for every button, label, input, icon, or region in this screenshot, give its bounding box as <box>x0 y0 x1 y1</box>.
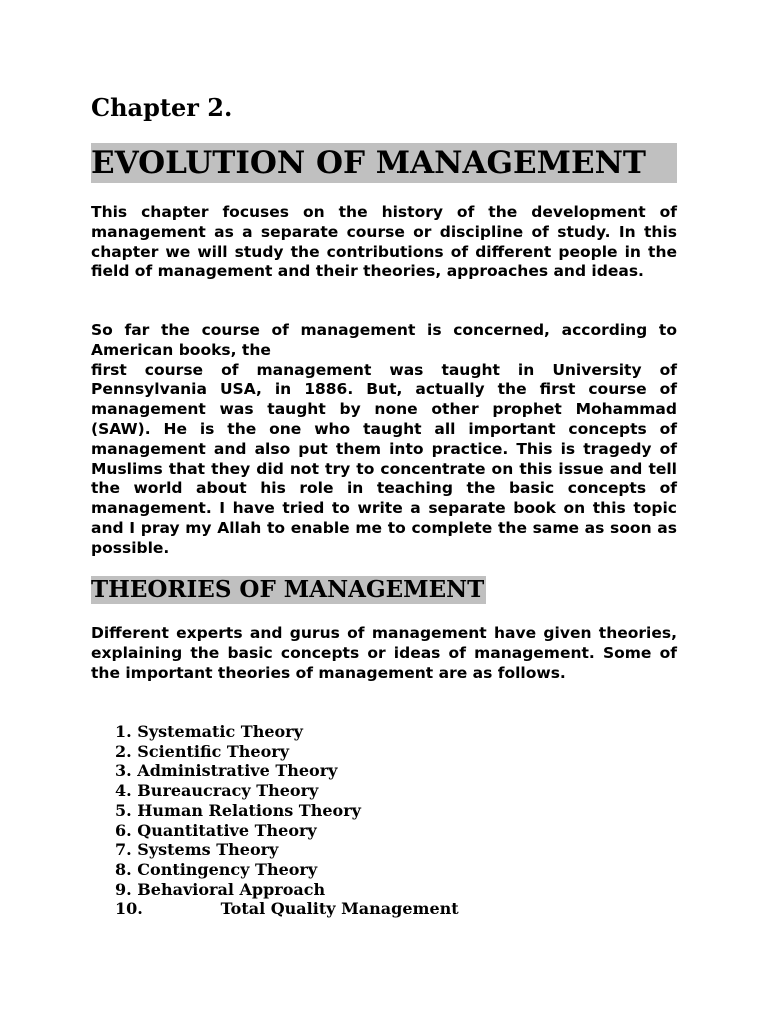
history-paragraph-body: first course of management was taught in University of Pennsylvania USA, in 1886. But, actually the first course of management was taught by none other prophet Mohammad (SAW). He is the one who taught all important concepts of management and also put them into practice. This is tragedy of Muslims that they did not try to concentrate on this issue and tell the world about his role in teaching the basic concepts of management. I have tried to write a separate book on this topic and I pray my Allah to enable me to complete the same as soon as possible. <box>91 360 677 557</box>
list-item-number: 7. <box>115 840 132 860</box>
list-item-number: 4. <box>115 781 132 801</box>
list-item <box>115 801 459 821</box>
list-item-label: Quantitative Theory <box>137 820 317 840</box>
history-paragraph-line-2: American books, the <box>91 340 271 359</box>
list-item-label: Total Quality Management <box>220 899 459 919</box>
theory-list <box>115 722 459 919</box>
list-item-label: Contingency Theory <box>137 859 318 879</box>
intro-paragraph: This chapter focuses on the history of the development of management as a separate course or discipline of study. In this chapter we will study the contributions of different people in the field of management and their theories, approaches and ideas. <box>91 203 677 281</box>
chapter-label: Chapter 2. <box>91 93 233 122</box>
list-item-label: Scientific Theory <box>137 741 289 761</box>
list-item <box>115 840 459 860</box>
list-item-number: 6. <box>115 820 132 840</box>
list-item-number: 5. <box>115 800 132 820</box>
history-paragraph <box>91 321 677 559</box>
list-item <box>115 761 459 781</box>
chapter-title: EVOLUTION OF MANAGEMENT <box>91 143 677 183</box>
list-item-number: 9. <box>115 879 132 899</box>
list-item <box>115 880 459 900</box>
list-item-number: 8. <box>115 859 132 879</box>
list-item-label: Systems Theory <box>137 840 279 860</box>
list-item <box>115 781 459 801</box>
theories-intro-paragraph: Different experts and gurus of management have given theories, explaining the basic concepts or ideas of management. Some of the important theories of management are as follows. <box>91 624 677 682</box>
list-item-label: Bureaucracy Theory <box>137 781 319 801</box>
history-paragraph-line-1: So far the course of management is concerned, according to <box>91 321 677 339</box>
list-item-label: Behavioral Approach <box>137 879 326 899</box>
list-item <box>115 821 459 841</box>
section-heading: THEORIES OF MANAGEMENT <box>91 576 485 603</box>
list-item-label: Systematic Theory <box>137 722 303 741</box>
list-item-label: Human Relations Theory <box>137 800 361 820</box>
list-item-number: 1. <box>115 722 132 741</box>
list-item-number: 3. <box>115 761 132 781</box>
list-item-label: Administrative Theory <box>137 761 338 781</box>
list-item <box>115 742 459 762</box>
list-item-number: 10. <box>115 899 143 919</box>
list-item <box>115 860 459 880</box>
list-item <box>115 722 459 742</box>
list-item-number: 2. <box>115 741 132 761</box>
list-item <box>115 899 459 919</box>
